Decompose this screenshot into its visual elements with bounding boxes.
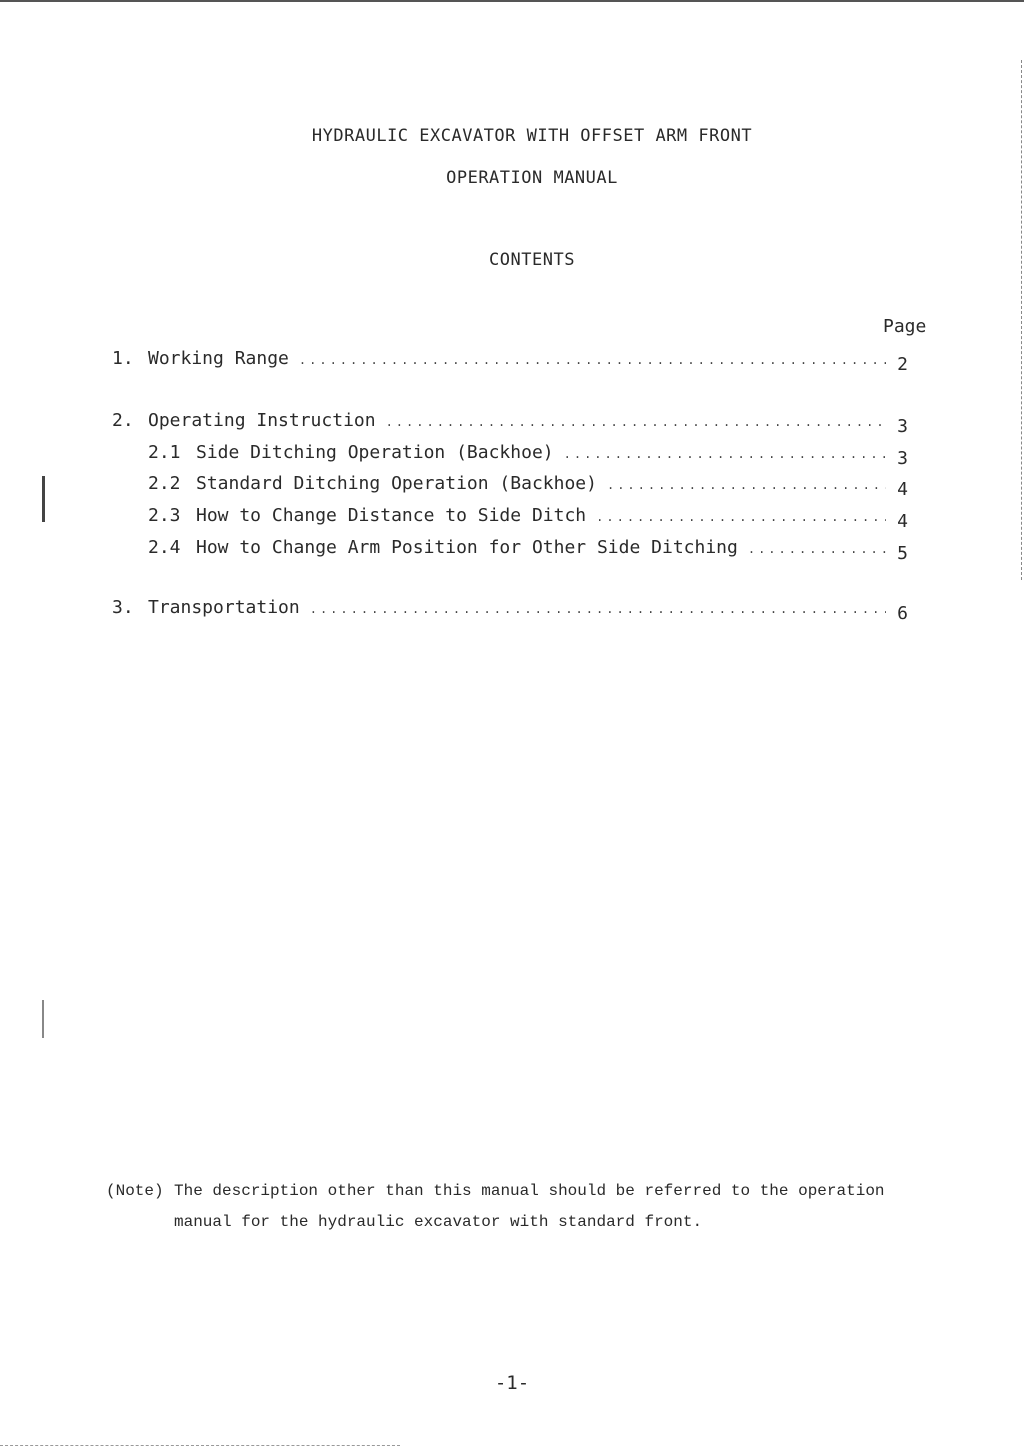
toc-subentry: [148, 473, 908, 499]
toc-dot-leader: [596, 510, 886, 524]
footnote: [106, 1176, 966, 1238]
toc-entry-number: 1.: [112, 348, 134, 369]
scan-top-edge: [0, 0, 1024, 2]
toc-subentry: [148, 537, 908, 563]
toc-entry-number: 2.4: [148, 537, 181, 558]
toc-entry-page: 4: [897, 511, 908, 532]
toc-dot-leader: [386, 415, 886, 429]
toc-subentry: [148, 505, 908, 531]
scan-bottom-edge: [0, 1443, 400, 1446]
page-column-label: Page: [883, 316, 927, 337]
footnote-line-1: [106, 1176, 966, 1207]
toc-entry-number: 2.: [112, 410, 134, 431]
toc-entry-page: 5: [897, 543, 908, 564]
toc-entry: [112, 597, 908, 623]
toc-entry-page: 3: [897, 448, 908, 469]
toc-entry-page: 4: [897, 479, 908, 500]
toc-entry-title: How to Change Arm Position for Other Side Ditching: [196, 537, 738, 558]
document-subtitle: OPERATION MANUAL: [446, 168, 618, 188]
toc-entry-number: 2.3: [148, 505, 181, 526]
toc-entry-title: How to Change Distance to Side Ditch: [196, 505, 587, 526]
toc-entry-number: 2.1: [148, 442, 181, 463]
footnote-line-2: manual for the hydraulic excavator with standard front.: [174, 1213, 703, 1231]
toc-dot-leader: [299, 353, 886, 367]
toc-entry-title: Standard Ditching Operation (Backhoe): [196, 473, 597, 494]
toc-entry-number: 2.2: [148, 473, 181, 494]
footnote-text: The description other than this manual should be referred to the operation: [174, 1182, 885, 1200]
toc-entry-page: 6: [897, 603, 908, 624]
toc-entry-title: Side Ditching Operation (Backhoe): [196, 442, 554, 463]
toc-entry-page: 2: [897, 354, 908, 375]
toc-entry-title: Working Range: [148, 348, 289, 369]
toc-entry: [112, 348, 908, 374]
toc-dot-leader: [607, 478, 886, 492]
scan-binding-mark: [42, 1000, 44, 1038]
toc-dot-leader: [564, 447, 886, 461]
page-number: -1-: [494, 1372, 530, 1394]
toc-entry-number: 3.: [112, 597, 134, 618]
toc-entry-title: Operating Instruction: [148, 410, 376, 431]
toc-entry-page: 3: [897, 416, 908, 437]
toc-entry: [112, 410, 908, 436]
document-title: HYDRAULIC EXCAVATOR WITH OFFSET ARM FRONT: [311, 126, 753, 146]
toc-subentry: [148, 442, 908, 468]
toc-entry-title: Transportation: [148, 597, 300, 618]
toc-dot-leader: [748, 542, 886, 556]
scan-binding-mark: [42, 476, 45, 522]
toc-dot-leader: [310, 602, 886, 616]
footnote-label: (Note): [106, 1182, 164, 1200]
contents-heading: CONTENTS: [489, 250, 575, 270]
